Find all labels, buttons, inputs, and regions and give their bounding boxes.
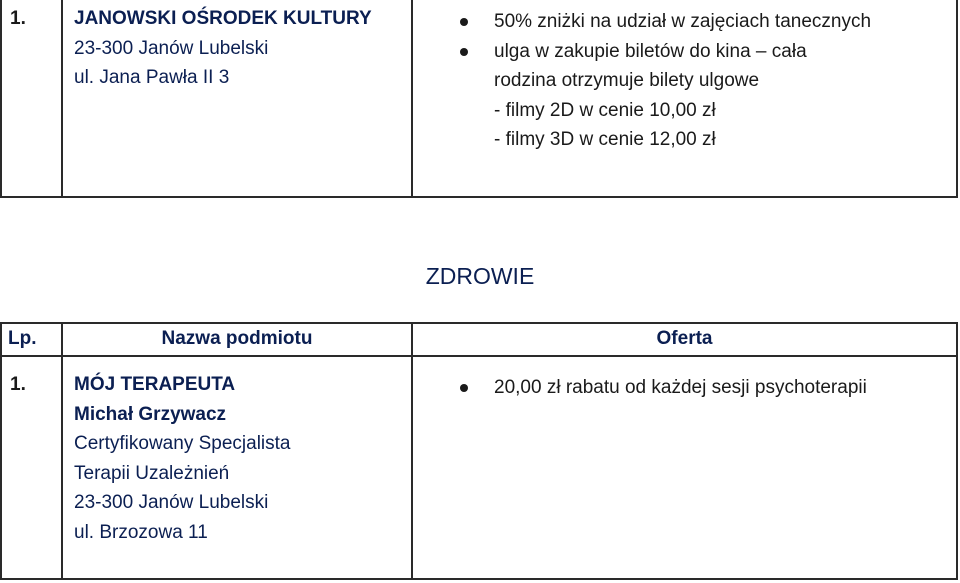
table1-row1-offer-item-2: ulga w zakupie biletów do kina – cała (456, 37, 871, 67)
table1-col-divider-1 (61, 0, 63, 198)
table2-col-divider-2 (411, 322, 413, 580)
table1-col-divider-2 (411, 0, 413, 198)
table2-row1-name-bold-2: Michał Grzywacz (74, 403, 227, 425)
table2-row1-name-line-1: Certyfikowany Specjalista (74, 433, 291, 454)
table1-row1-name-line-1: JANOWSKI OŚRODEK KULTURY (74, 8, 372, 29)
table2-row1-name-line-3: 23-300 Janów Lubelski (74, 492, 269, 513)
table2-row1-name-line-4: ul. Brzozowa 11 (74, 521, 208, 543)
table1-row1-offer-cont-3: - filmy 3D w cenie 12,00 zł (494, 129, 716, 150)
table1-row1-name-line-2: 23-300 Janów Lubelski (74, 37, 269, 59)
table2-row1-offer-item-1: 20,00 zł rabatu od każdej sesji psychoterapii (456, 373, 867, 403)
table2-row1-name-bold-1: MÓJ TERAPEUTA (74, 374, 236, 395)
table2-header-lp: Lp. (8, 328, 37, 349)
table1-bottom-border (0, 196, 958, 198)
table1-row1-lp: 1. (10, 8, 26, 29)
table1-row1-offer-cont-1: rodzina otrzymuje bilety ulgowe (494, 70, 760, 91)
table2-bottom-border (0, 578, 958, 580)
bullet-icon (460, 384, 468, 392)
section-title: ZDROWIE (425, 263, 535, 289)
table2-top-border (0, 322, 958, 324)
table1-row1-name-line-3: ul. Jana Pawła II 3 (74, 67, 230, 88)
table2-header-bottom-border (0, 355, 958, 357)
table1-row1-offer-list (456, 7, 871, 66)
table2-header-offer: Oferta (656, 328, 713, 349)
bullet-icon (460, 48, 468, 56)
table2-row1-lp: 1. (10, 374, 26, 395)
bullet-icon (460, 18, 468, 26)
table2-row1-name-line-2: Terapii Uzależnień (74, 462, 230, 484)
table1-left-border (0, 0, 2, 198)
table1-row1-offer-continuation (494, 66, 759, 155)
table1-row1-offer-item-1: 50% zniżki na udział w zajęciach tanecznych (456, 7, 871, 37)
table2-right-border (956, 322, 958, 580)
table2-col-divider-1 (61, 322, 63, 580)
table2-row1-name (74, 370, 290, 547)
table1-right-border (956, 0, 958, 198)
table1-row1-offer-cont-2: - filmy 2D w cenie 10,00 zł (494, 99, 716, 121)
table2-left-border (0, 322, 2, 580)
table2-header-name: Nazwa podmiotu (161, 328, 313, 349)
table2-row1-offer-list (456, 373, 867, 403)
table1-row1-name (74, 4, 372, 93)
